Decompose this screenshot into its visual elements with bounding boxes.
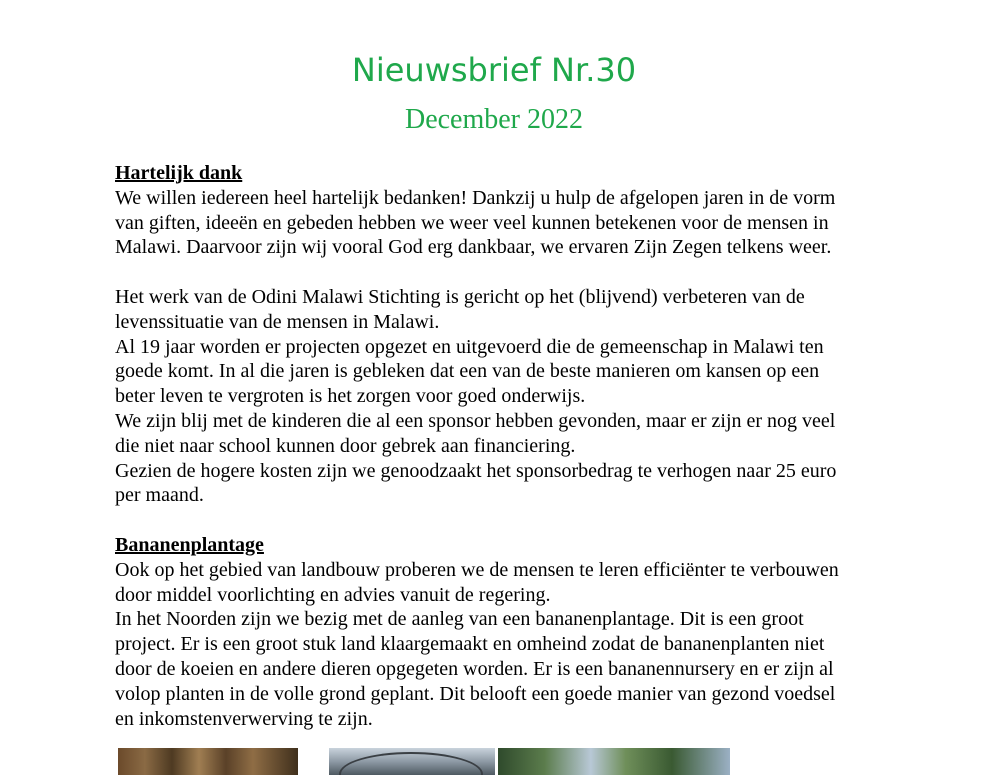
section-heading-thanks: Hartelijk dank (115, 162, 243, 184)
text-line: volop planten in de volle grond geplant. Dit belooft een goede manier van gezond voedsel (115, 682, 836, 705)
text-line: We zijn blij met de kinderen die al een sponsor hebben gevonden, maar er zijn er nog veel (115, 409, 836, 432)
photo-strip (0, 748, 988, 775)
text-line: Al 19 jaar worden er projecten opgezet en uitgevoerd die de gemeenschap in Malawi ten (115, 335, 824, 358)
paragraph-gap (115, 508, 945, 533)
text-line: beter leven te vergroten is het zorgen voor goed onderwijs. (115, 385, 586, 408)
text-line: levenssituatie van de mensen in Malawi. (115, 310, 440, 333)
text-line: Malawi. Daarvoor zijn wij vooral God erg dankbaar, we ervaren Zijn Zegen telkens weer. (115, 236, 832, 259)
text-line: van giften, ideeën en gebeden hebben we weer veel kunnen betekenen voor de mensen in (115, 211, 829, 234)
photo-plantation (498, 748, 730, 775)
text-line: per maand. (115, 484, 204, 507)
paragraph-gap (115, 260, 945, 285)
text-line: project. Er is een groot stuk land klaargemaakt en omheind zodat de bananenplanten niet (115, 633, 825, 656)
photo-nursery (329, 748, 495, 775)
text-line: en inkomstenverwerving te zijn. (115, 707, 373, 730)
text-line: Ook op het gebied van landbouw proberen we de mensen te leren efficiënter te verbouwen (115, 558, 839, 581)
text-line: In het Noorden zijn we bezig met de aanleg van een bananenplantage. Dit is een groot (115, 608, 804, 631)
text-line: goede komt. In al die jaren is gebleken dat een van de beste manieren om kansen op een (115, 360, 820, 383)
photo-fence (118, 748, 298, 775)
newsletter-title: Nieuwsbrief Nr.30 (351, 51, 637, 89)
newsletter-date: December 2022 (404, 104, 584, 135)
text-line: door middel voorlichting en advies vanuit de regering. (115, 583, 551, 606)
newsletter-body (115, 161, 945, 731)
text-line: Het werk van de Odini Malawi Stichting is gericht op het (blijvend) verbeteren van de (115, 285, 805, 308)
section-heading-banana-plantation: Bananenplantage (115, 533, 264, 556)
text-line: door de koeien en andere dieren opgegeten worden. Er is een bananennursery en er zijn al (115, 657, 834, 680)
text-line: Gezien de hogere kosten zijn we genoodzaakt het sponsorbedrag te verhogen naar 25 euro (115, 459, 837, 482)
text-line: die niet naar school kunnen door gebrek aan financiering. (115, 434, 576, 457)
text-line: We willen iedereen heel hartelijk bedanken! Dankzij u hulp de afgelopen jaren in de vorm (115, 186, 836, 209)
